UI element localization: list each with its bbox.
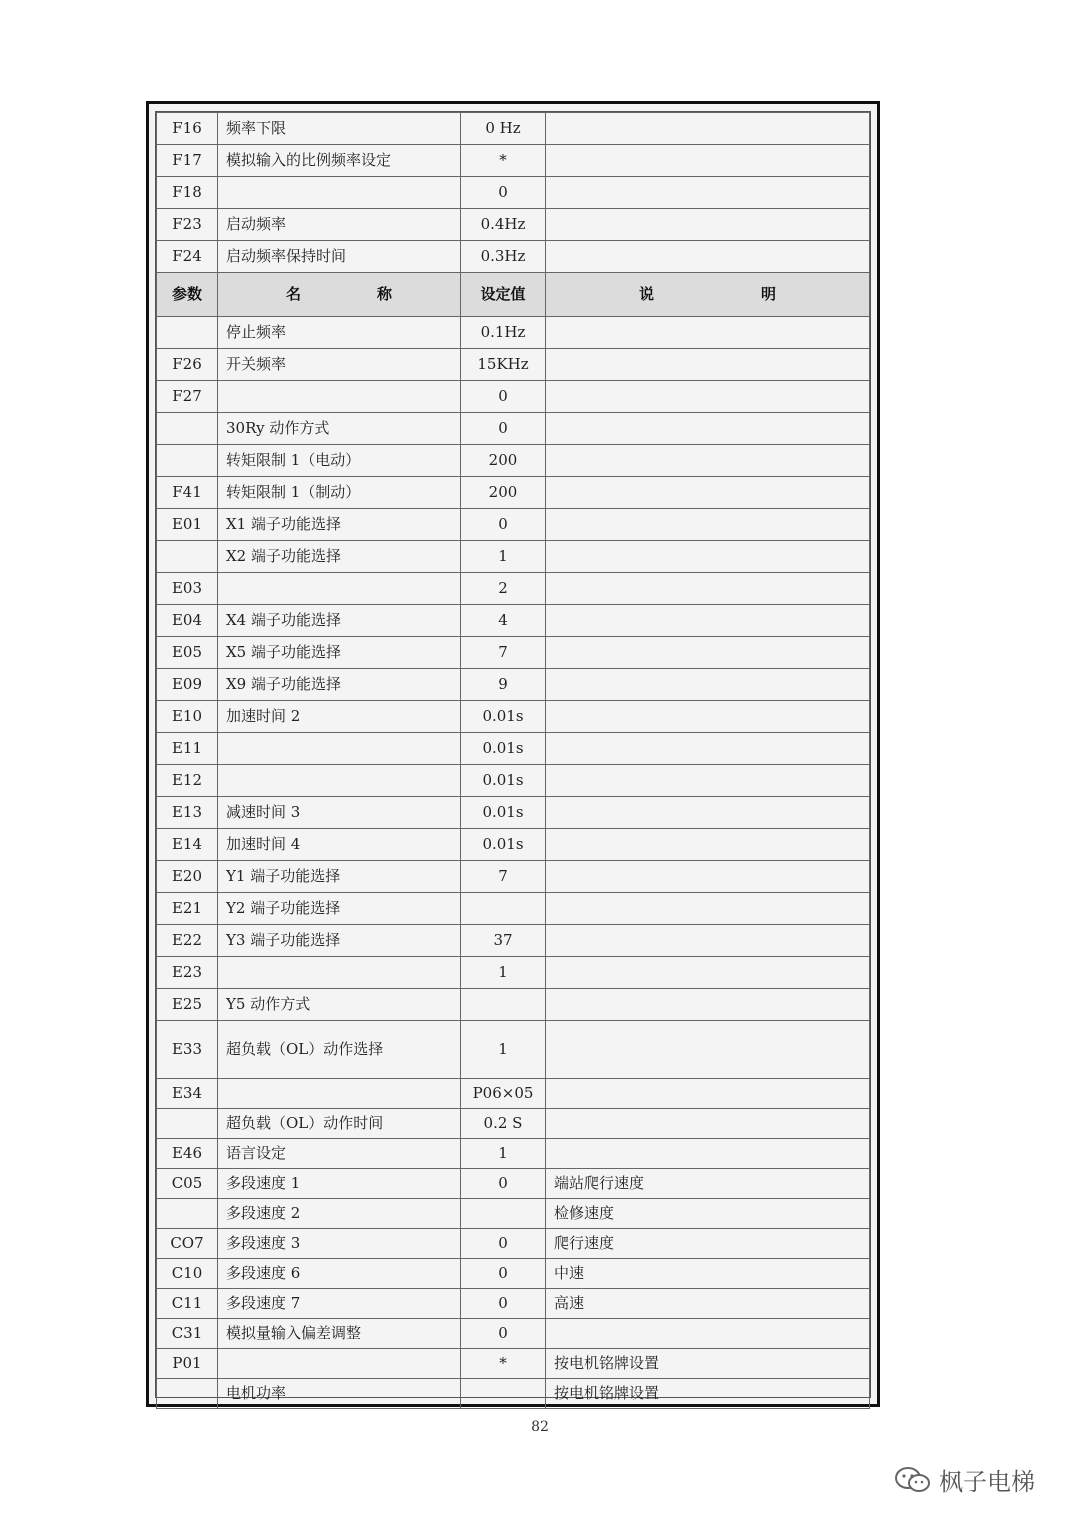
param-desc [546, 797, 870, 829]
param-code: F26 [157, 349, 218, 381]
param-value: 0 [461, 1319, 546, 1349]
table-row [157, 509, 870, 541]
table-row [157, 989, 870, 1021]
parameter-table-inner [155, 111, 871, 1402]
table-row [157, 765, 870, 797]
param-name: 多段速度 6 [218, 1259, 461, 1289]
param-desc: 高速 [546, 1289, 870, 1319]
param-name [218, 573, 461, 605]
table-row [157, 541, 870, 573]
param-name: X2 端子功能选择 [218, 541, 461, 573]
param-code: E13 [157, 797, 218, 829]
param-code: F16 [157, 113, 218, 145]
param-desc [546, 413, 870, 445]
param-code: C05 [157, 1169, 218, 1199]
param-name: 语言设定 [218, 1139, 461, 1169]
param-value: 0 [461, 509, 546, 541]
param-value: 2 [461, 573, 546, 605]
param-value: 0.01s [461, 765, 546, 797]
param-value: 7 [461, 637, 546, 669]
param-name: X9 端子功能选择 [218, 669, 461, 701]
table-row [157, 829, 870, 861]
param-code: E21 [157, 893, 218, 925]
param-value: 1 [461, 1021, 546, 1079]
table-row [157, 1229, 870, 1259]
param-name: 超负载（OL）动作时间 [218, 1109, 461, 1139]
param-desc [546, 829, 870, 861]
param-code: E23 [157, 957, 218, 989]
param-code: E12 [157, 765, 218, 797]
param-name: Y1 端子功能选择 [218, 861, 461, 893]
param-value: 4 [461, 605, 546, 637]
param-desc: 检修速度 [546, 1199, 870, 1229]
param-name: 超负载（OL）动作选择 [218, 1021, 461, 1079]
param-code: E33 [157, 1021, 218, 1079]
param-code: C11 [157, 1289, 218, 1319]
param-code: E04 [157, 605, 218, 637]
param-value: 0.3Hz [461, 241, 546, 273]
param-code: CO7 [157, 1229, 218, 1259]
param-code: F23 [157, 209, 218, 241]
param-name: X4 端子功能选择 [218, 605, 461, 637]
param-desc [546, 445, 870, 477]
param-desc [546, 925, 870, 957]
param-name: 加速时间 2 [218, 701, 461, 733]
param-value: 1 [461, 1139, 546, 1169]
table-row [157, 241, 870, 273]
param-name: 开关频率 [218, 349, 461, 381]
param-name [218, 733, 461, 765]
param-desc: 按电机铭牌设置 [546, 1349, 870, 1379]
param-code [157, 541, 218, 573]
param-desc [546, 1079, 870, 1109]
header-code: 参数 [157, 273, 218, 317]
header-name-part: 名 [286, 285, 302, 303]
param-name: 30Ry 动作方式 [218, 413, 461, 445]
param-name: 电机功率 [218, 1379, 461, 1409]
header-name-part: 称 [376, 285, 392, 303]
param-name: Y5 动作方式 [218, 989, 461, 1021]
param-code [157, 1199, 218, 1229]
param-value: 1 [461, 957, 546, 989]
param-value: 15KHz [461, 349, 546, 381]
param-name: 频率下限 [218, 113, 461, 145]
table-row [157, 381, 870, 413]
parameter-table-frame [146, 101, 880, 1407]
table-row [157, 349, 870, 381]
param-value: 0.01s [461, 797, 546, 829]
param-name: Y3 端子功能选择 [218, 925, 461, 957]
param-code: F18 [157, 177, 218, 209]
param-code: E34 [157, 1079, 218, 1109]
param-desc [546, 637, 870, 669]
param-value: 0.01s [461, 829, 546, 861]
table-row [157, 637, 870, 669]
table-row [157, 1349, 870, 1379]
table-row [157, 413, 870, 445]
param-desc [546, 509, 870, 541]
param-code [157, 413, 218, 445]
table-row [157, 177, 870, 209]
param-code: E20 [157, 861, 218, 893]
param-code: E22 [157, 925, 218, 957]
table-row [157, 957, 870, 989]
param-code: F17 [157, 145, 218, 177]
param-code: E11 [157, 733, 218, 765]
param-code: E14 [157, 829, 218, 861]
param-desc [546, 605, 870, 637]
param-name: 停止频率 [218, 317, 461, 349]
parameter-table [156, 112, 870, 1409]
param-code: E25 [157, 989, 218, 1021]
table-row [157, 1379, 870, 1409]
wechat-icon [893, 1465, 933, 1495]
watermark [893, 1462, 1035, 1497]
param-desc [546, 381, 870, 413]
param-desc [546, 241, 870, 273]
param-value [461, 893, 546, 925]
header-value: 设定值 [461, 273, 546, 317]
header-desc-part: 明 [760, 285, 776, 303]
table-row [157, 209, 870, 241]
param-code: P01 [157, 1349, 218, 1379]
param-desc [546, 573, 870, 605]
param-name: 多段速度 2 [218, 1199, 461, 1229]
param-name: X5 端子功能选择 [218, 637, 461, 669]
table-header-row [157, 273, 870, 317]
table-row [157, 317, 870, 349]
table-row [157, 445, 870, 477]
param-value: 0.2 S [461, 1109, 546, 1139]
param-value [461, 989, 546, 1021]
param-value: * [461, 1349, 546, 1379]
param-value: 0 [461, 1169, 546, 1199]
param-name [218, 381, 461, 413]
page-number: 82 [531, 1419, 549, 1435]
param-desc [546, 1139, 870, 1169]
param-value: 0 [461, 413, 546, 445]
param-value: 1 [461, 541, 546, 573]
param-code: C31 [157, 1319, 218, 1349]
param-name: 转矩限制 1（制动） [218, 477, 461, 509]
param-desc [546, 317, 870, 349]
header-desc-part: 说 [639, 285, 655, 303]
param-value: 0.01s [461, 701, 546, 733]
param-value: 0.01s [461, 733, 546, 765]
param-value: 9 [461, 669, 546, 701]
param-name: X1 端子功能选择 [218, 509, 461, 541]
param-desc [546, 477, 870, 509]
param-name [218, 957, 461, 989]
param-code [157, 1379, 218, 1409]
param-code: E09 [157, 669, 218, 701]
param-value: 0 [461, 177, 546, 209]
param-desc [546, 145, 870, 177]
param-desc [546, 893, 870, 925]
param-name [218, 177, 461, 209]
param-code: E46 [157, 1139, 218, 1169]
table-row [157, 925, 870, 957]
param-name: 减速时间 3 [218, 797, 461, 829]
table-row [157, 1259, 870, 1289]
param-desc [546, 701, 870, 733]
param-desc [546, 957, 870, 989]
param-value: 0 Hz [461, 113, 546, 145]
table-row [157, 893, 870, 925]
param-desc: 爬行速度 [546, 1229, 870, 1259]
param-code: F41 [157, 477, 218, 509]
param-code: F27 [157, 381, 218, 413]
param-code: C10 [157, 1259, 218, 1289]
param-desc [546, 1109, 870, 1139]
param-desc: 端站爬行速度 [546, 1169, 870, 1199]
param-value: 0 [461, 1229, 546, 1259]
param-code: E05 [157, 637, 218, 669]
table-row [157, 1109, 870, 1139]
table-row [157, 1199, 870, 1229]
param-desc [546, 177, 870, 209]
table-row [157, 1319, 870, 1349]
param-desc [546, 541, 870, 573]
param-desc [546, 861, 870, 893]
param-value: 200 [461, 477, 546, 509]
param-desc [546, 1021, 870, 1079]
table-row [157, 605, 870, 637]
param-name: 多段速度 3 [218, 1229, 461, 1259]
watermark-text: 枫子电梯 [939, 1468, 1035, 1496]
param-value: P06×05 [461, 1079, 546, 1109]
param-value [461, 1199, 546, 1229]
param-value: 7 [461, 861, 546, 893]
param-desc [546, 209, 870, 241]
table-row [157, 733, 870, 765]
param-value: 0 [461, 381, 546, 413]
table-row [157, 145, 870, 177]
table-row [157, 701, 870, 733]
param-desc [546, 733, 870, 765]
param-value: 200 [461, 445, 546, 477]
param-code [157, 1109, 218, 1139]
param-desc [546, 113, 870, 145]
param-desc [546, 669, 870, 701]
param-desc [546, 989, 870, 1021]
param-desc [546, 765, 870, 797]
param-code [157, 445, 218, 477]
param-name [218, 1349, 461, 1379]
param-code: E01 [157, 509, 218, 541]
param-code: E10 [157, 701, 218, 733]
table-row [157, 797, 870, 829]
header-desc [546, 273, 870, 317]
param-name: 模拟输入的比例频率设定 [218, 145, 461, 177]
param-value: 37 [461, 925, 546, 957]
header-name [218, 273, 461, 317]
table-row [157, 861, 870, 893]
param-code [157, 317, 218, 349]
table-row [157, 1139, 870, 1169]
param-name: 加速时间 4 [218, 829, 461, 861]
table-row [157, 1079, 870, 1109]
param-value: 0.4Hz [461, 209, 546, 241]
param-desc [546, 349, 870, 381]
param-name: Y2 端子功能选择 [218, 893, 461, 925]
table-row [157, 1021, 870, 1079]
table-row [157, 669, 870, 701]
param-value [461, 1379, 546, 1409]
table-row [157, 573, 870, 605]
param-code: E03 [157, 573, 218, 605]
param-value: 0 [461, 1259, 546, 1289]
param-value: * [461, 145, 546, 177]
param-name [218, 765, 461, 797]
param-name [218, 1079, 461, 1109]
table-row [157, 1169, 870, 1199]
param-code: F24 [157, 241, 218, 273]
param-name: 多段速度 1 [218, 1169, 461, 1199]
param-value: 0.1Hz [461, 317, 546, 349]
param-name: 转矩限制 1（电动） [218, 445, 461, 477]
param-name: 模拟量输入偏差调整 [218, 1319, 461, 1349]
param-desc: 中速 [546, 1259, 870, 1289]
table-row [157, 477, 870, 509]
param-value: 0 [461, 1289, 546, 1319]
param-desc: 按电机铭牌设置 [546, 1379, 870, 1409]
param-desc [546, 1319, 870, 1349]
table-row [157, 1289, 870, 1319]
table-row [157, 113, 870, 145]
param-name: 多段速度 7 [218, 1289, 461, 1319]
param-name: 启动频率 [218, 209, 461, 241]
param-name: 启动频率保持时间 [218, 241, 461, 273]
